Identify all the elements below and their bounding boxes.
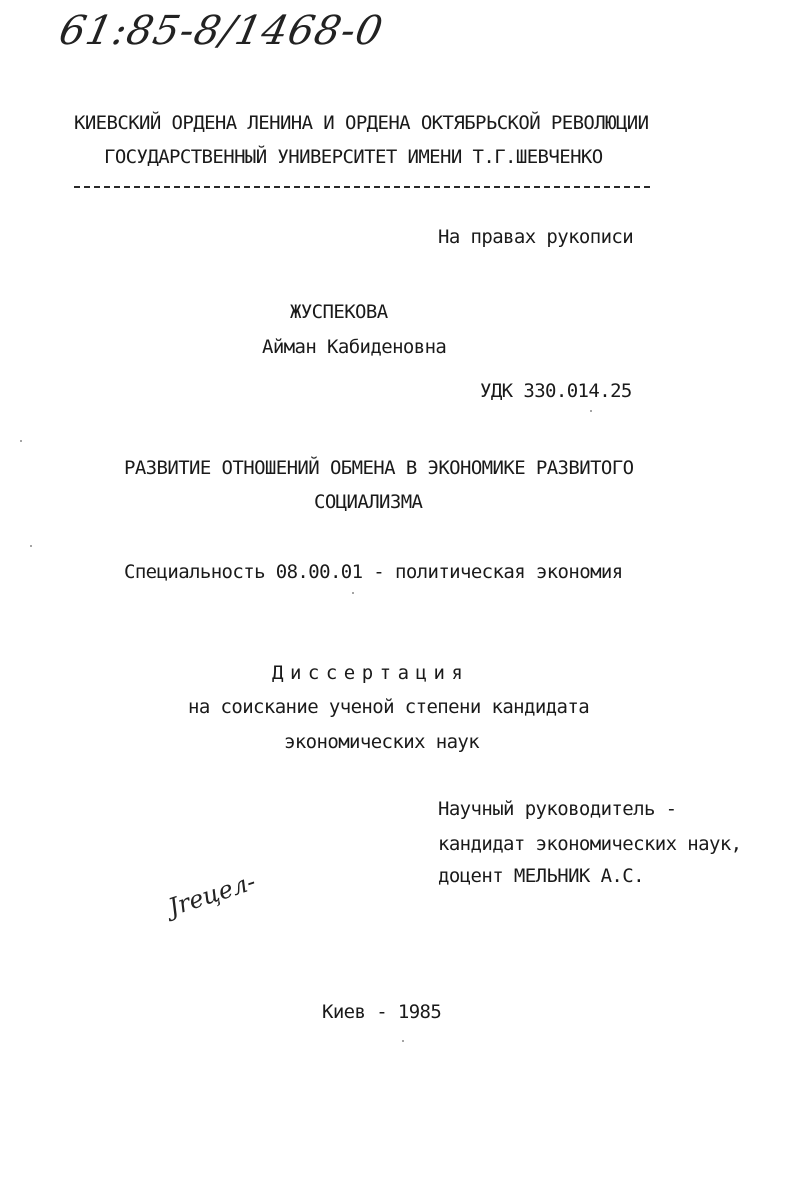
dashed-divider (74, 186, 650, 188)
handwritten-signature: Jreцел- (165, 867, 259, 922)
rights-notice: На правах рукописи (438, 226, 634, 248)
scan-speck (402, 1040, 404, 1042)
scan-speck (590, 410, 592, 412)
archive-number: 61:85-8/1468-0 (55, 8, 388, 54)
dissertation-line-2: экономических наук (284, 731, 480, 753)
scan-speck (352, 592, 354, 594)
institution-line-2: ГОСУДАРСТВЕННЫЙ УНИВЕРСИТЕТ ИМЕНИ Т.Г.ШЕВЧЕНКО (104, 146, 603, 168)
specialty: Специальность 08.00.01 - политическая экономия (124, 561, 623, 583)
title-line-1: РАЗВИТИЕ ОТНОШЕНИЙ ОБМЕНА В ЭКОНОМИКЕ РАЗВИТОГО (124, 457, 634, 479)
dissertation-heading: Диссертация (272, 662, 470, 684)
dissertation-line-1: на соискание ученой степени кандидата (188, 696, 590, 718)
supervisor-line-3: доцент МЕЛЬНИК А.С. (438, 865, 644, 887)
author-surname: ЖУСПЕКОВА (290, 301, 388, 323)
title-line-2: СОЦИАЛИЗМА (314, 491, 423, 513)
scan-speck (20, 440, 22, 442)
scan-speck (30, 545, 32, 547)
institution-line-1: КИЕВСКИЙ ОРДЕНА ЛЕНИНА И ОРДЕНА ОКТЯБРЬСКОЙ РЕВОЛЮЦИИ (74, 112, 649, 134)
supervisor-line-1: Научный руководитель - (438, 798, 677, 820)
udk-code: УДК 330.014.25 (480, 380, 632, 402)
supervisor-line-2: кандидат экономических наук, (438, 833, 742, 855)
author-given-name: Айман Кабиденовна (262, 336, 447, 358)
place-and-year: Киев - 1985 (322, 1001, 442, 1023)
